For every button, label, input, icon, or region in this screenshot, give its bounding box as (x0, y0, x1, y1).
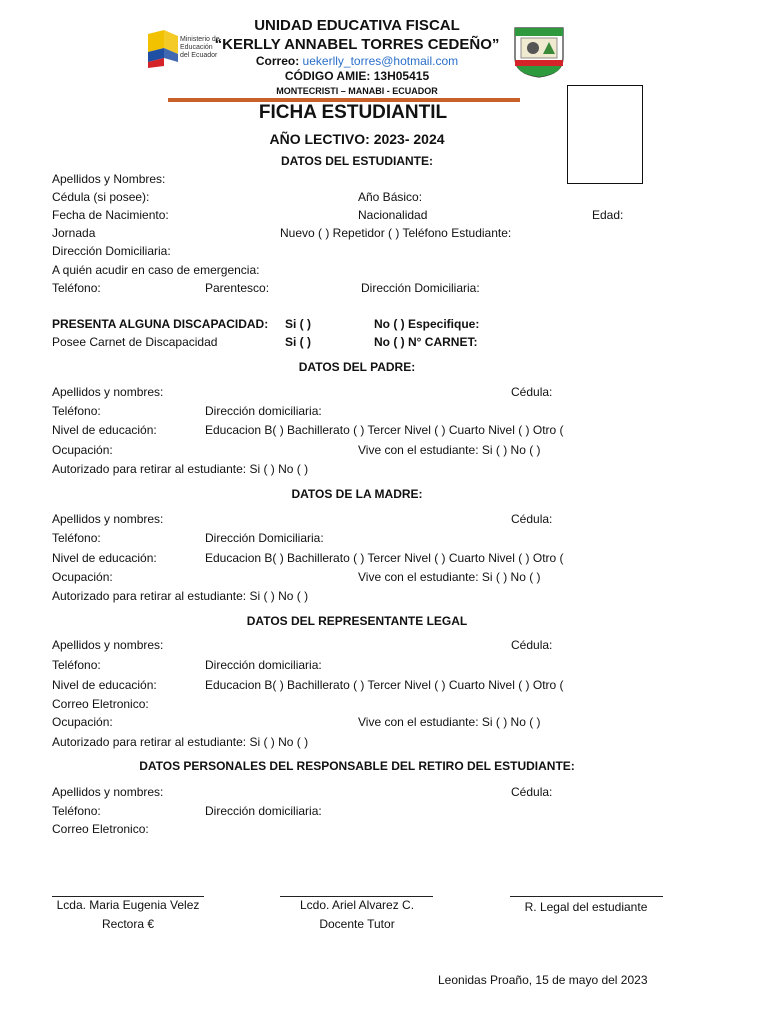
legal-address-label: Dirección domiciliaria: (205, 658, 322, 672)
section-title-student: DATOS DEL ESTUDIANTE: (280, 154, 433, 168)
legal-phone-label: Teléfono: (52, 658, 101, 672)
student-address-label: Dirección Domiciliaria: (52, 244, 171, 258)
disability-label: PRESENTA ALGUNA DISCAPACIDAD: (52, 317, 269, 331)
student-birth-label: Fecha de Nacimiento: (52, 208, 169, 222)
ministry-text-3: del Ecuador (180, 52, 218, 59)
school-year: AÑO LECTIVO: 2023- 2024 (269, 131, 445, 147)
mother-education-options: Educacion B( ) Bachillerato ( ) Tercer Nivel ( ) Cuarto Nivel ( ) Otro ( (205, 551, 564, 565)
student-basic-year-label: Año Básico: (358, 190, 423, 204)
father-phone-label: Teléfono: (52, 404, 101, 418)
ecuador-flag-icon (146, 30, 180, 68)
amie-code: CÓDIGO AMIE: 13H05415 (284, 69, 430, 83)
legal-education-label: Nivel de educación: (52, 678, 157, 692)
school-location: MONTECRISTI – MANABI - ECUADOR (276, 86, 438, 96)
school-email (230, 54, 484, 68)
student-emergency-label: A quién acudir en caso de emergencia: (52, 263, 260, 277)
school-shield-logo (513, 24, 565, 78)
pickup-names-label: Apellidos y nombres: (52, 785, 164, 799)
rector-role: Rectora € (101, 917, 155, 931)
teacher-role: Docente Tutor (319, 917, 395, 931)
mother-education-label: Nivel de educación: (52, 551, 157, 565)
father-address-label: Dirección domiciliaria: (205, 404, 322, 418)
carnet-label: Posee Carnet de Discapacidad (52, 335, 218, 349)
student-relation-label: Parentesco: (205, 281, 270, 295)
student-names-label: Apellidos y Nombres: (52, 172, 166, 186)
legal-occupation-label: Ocupación: (52, 715, 113, 729)
ministry-text-2: Educación (180, 44, 213, 51)
email-link[interactable]: uekerlly_torres@hotmail.com (302, 54, 459, 68)
legal-education-options: Educacion B( ) Bachillerato ( ) Tercer Nivel ( ) Cuarto Nivel ( ) Otro ( (205, 678, 564, 692)
section-title-father: DATOS DEL PADRE: (298, 360, 416, 374)
shield-icon (513, 24, 565, 78)
place-date: Leonidas Proaño, 15 de mayo del 2023 (438, 973, 648, 987)
student-new-repeat-options: Nuevo ( ) Repetidor ( ) Teléfono Estudiante: (280, 226, 512, 240)
legal-cedula-label: Cédula: (511, 638, 553, 652)
signature-line-teacher (280, 896, 433, 897)
section-title-pickup: DATOS PERSONALES DEL RESPONSABLE DEL RETIRO DEL ESTUDIANTE: (139, 759, 575, 773)
section-title-mother: DATOS DE LA MADRE: (291, 487, 423, 501)
father-occupation-label: Ocupación: (52, 443, 113, 457)
father-education-options: Educacion B( ) Bachillerato ( ) Tercer Nivel ( ) Cuarto Nivel ( ) Otro ( (205, 423, 564, 437)
pickup-phone-label: Teléfono: (52, 804, 101, 818)
photo-box (567, 85, 643, 184)
school-name-line1: UNIDAD EDUCATIVA FISCAL (254, 17, 460, 34)
legal-rep-signature-label: R. Legal del estudiante (524, 900, 648, 914)
signature-line-rector (52, 896, 204, 897)
rector-name: Lcda. Maria Eugenia Velez (56, 898, 200, 912)
signature-line-legal (510, 896, 663, 897)
school-name-line2: “KERLLY ANNABEL TORRES CEDEÑO” (214, 36, 500, 53)
carnet-no-option: No ( ) N° CARNET: (374, 335, 478, 349)
student-jornada-label: Jornada (52, 226, 96, 240)
father-authorized: Autorizado para retirar al estudiante: Si ( ) No ( ) (52, 462, 309, 476)
pickup-address-label: Dirección domiciliaria: (205, 804, 322, 818)
father-education-label: Nivel de educación: (52, 423, 157, 437)
father-cedula-label: Cédula: (511, 385, 553, 399)
form-title: FICHA ESTUDIANTIL (258, 102, 448, 123)
legal-names-label: Apellidos y nombres: (52, 638, 164, 652)
email-label: Correo: (255, 54, 300, 68)
mother-lives-with: Vive con el estudiante: Si ( ) No ( ) (358, 570, 541, 584)
section-title-legal: DATOS DEL REPRESENTANTE LEGAL (246, 614, 468, 628)
carnet-yes-option: Si ( ) (285, 335, 311, 349)
teacher-name: Lcdo. Ariel Alvarez C. (299, 898, 415, 912)
student-phone-label: Teléfono: (52, 281, 101, 295)
student-age-label: Edad: (592, 208, 624, 222)
student-nationality-label: Nacionalidad (358, 208, 428, 222)
pickup-cedula-label: Cédula: (511, 785, 553, 799)
student-address2-label: Dirección Domiciliaria: (361, 281, 480, 295)
mother-names-label: Apellidos y nombres: (52, 512, 164, 526)
mother-phone-label: Teléfono: (52, 531, 101, 545)
disability-no-option: No ( ) Especifique: (374, 317, 480, 331)
legal-lives-with: Vive con el estudiante: Si ( ) No ( ) (358, 715, 541, 729)
father-lives-with: Vive con el estudiante: Si ( ) No ( ) (358, 443, 541, 457)
disability-yes-option: Si ( ) (285, 317, 311, 331)
ministry-text-1: Ministerio de (180, 36, 220, 43)
mother-occupation-label: Ocupación: (52, 570, 113, 584)
mother-authorized: Autorizado para retirar al estudiante: Si ( ) No ( ) (52, 589, 309, 603)
mother-address-label: Dirección Domiciliaria: (205, 531, 324, 545)
legal-email-label: Correo Eletronico: (52, 697, 149, 711)
father-names-label: Apellidos y nombres: (52, 385, 164, 399)
legal-authorized: Autorizado para retirar al estudiante: Si ( ) No ( ) (52, 735, 309, 749)
student-cedula-label: Cédula (si posee): (52, 190, 150, 204)
pickup-email-label: Correo Eletronico: (52, 822, 149, 836)
mother-cedula-label: Cédula: (511, 512, 553, 526)
